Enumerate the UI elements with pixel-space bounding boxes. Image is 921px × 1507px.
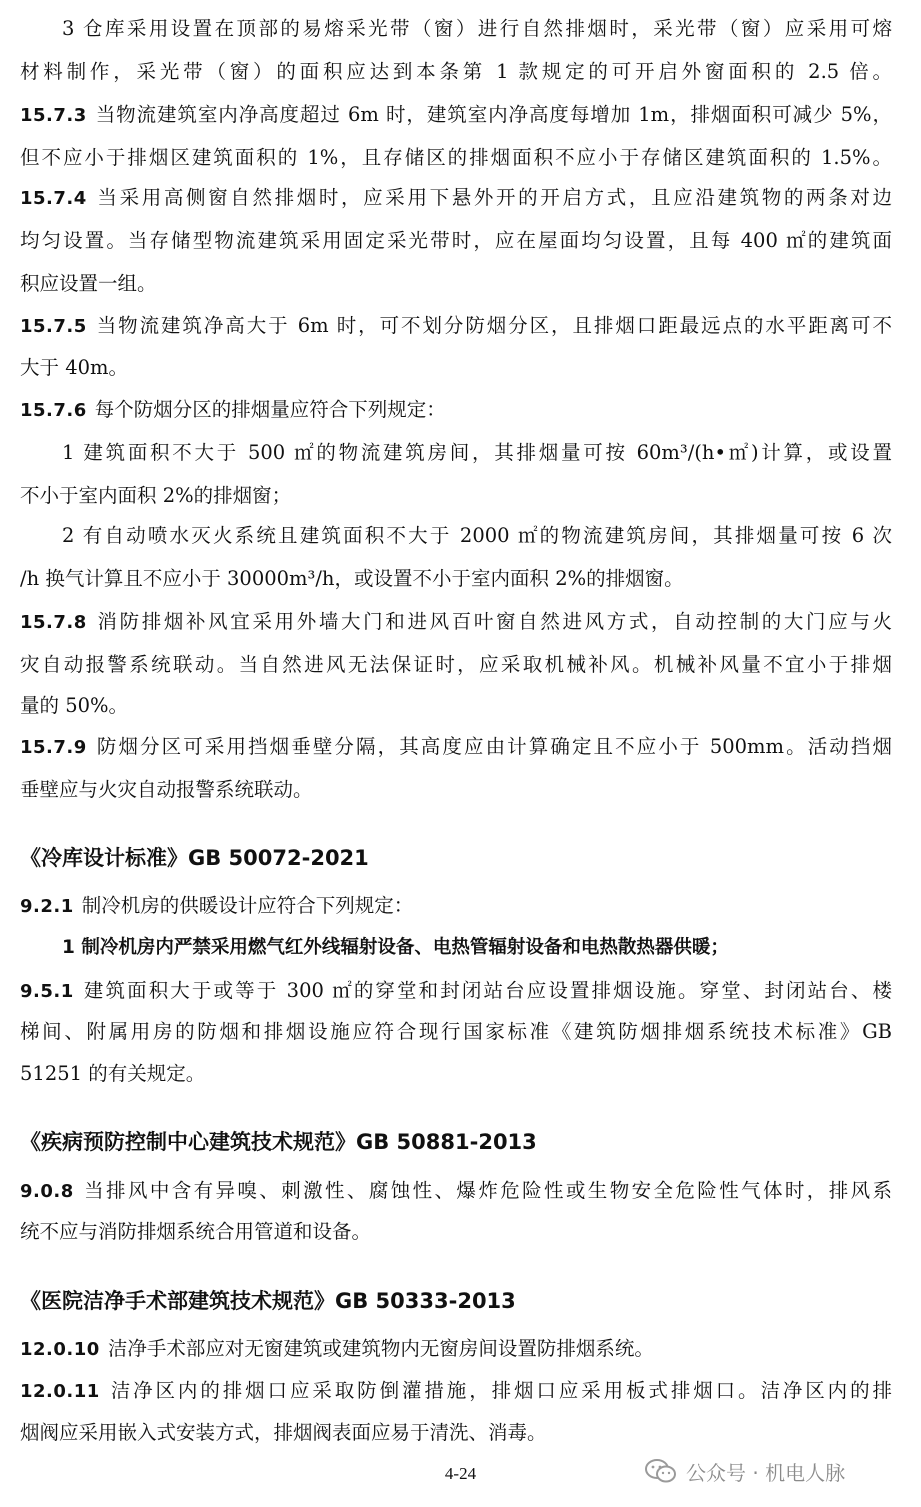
text-line: 烟阀应采用嵌入式安装方式，排烟阀表面应易于清洗、消毒。 [20, 1421, 547, 1444]
clause-number: 9.0.8 [20, 1181, 74, 1202]
watermark [644, 1456, 845, 1486]
clause-15-7-9: 15.7.9 防烟分区可采用挡烟垂壁分隔，其高度应由计算确定且不应小于 500mm。活动挡烟 [20, 735, 892, 758]
clause-number: 15.7.6 [20, 400, 87, 421]
clause-number: 15.7.3 [20, 105, 87, 126]
text-line: 统不应与消防排烟系统合用管道和设备。 [20, 1220, 372, 1243]
text-line: 51251 的有关规定。 [20, 1062, 206, 1085]
clause-number: 15.7.9 [20, 737, 87, 758]
clause-number: 15.7.4 [20, 188, 87, 209]
watermark-text: 公众号 · 机电人脉 [686, 1460, 846, 1485]
list-item: 1 建筑面积不大于 500 ㎡的物流建筑房间，其排烟量可按 60m³/(h•㎡)计算，或设置 [62, 441, 892, 464]
clause-15-7-6: 15.7.6 每个防烟分区的排烟量应符合下列规定： [20, 398, 446, 421]
clause-number: 9.2.1 [20, 896, 74, 917]
text-line: 梯间、附属用房的防烟和排烟设施应符合现行国家标准《建筑防烟排烟系统技术标准》GB [20, 1020, 892, 1043]
text-line: 材料制作，采光带（窗）的面积应达到本条第 1 款规定的可开启外窗面积的 2.5 倍。 [20, 60, 892, 83]
text-line: 不小于室内面积 2%的排烟窗； [20, 484, 292, 507]
list-item: 2 有自动喷水灭火系统且建筑面积不大于 2000 ㎡的物流建筑房间，其排烟量可按 6 次 [62, 524, 892, 547]
clause-12-0-10: 12.0.10 洁净手术部应对无窗建筑或建筑物内无窗房间设置防排烟系统。 [20, 1337, 654, 1360]
clause-15-7-5: 15.7.5 当物流建筑净高大于 6m 时，可不划分防烟分区，且排烟口距最远点的水平距离可不 [20, 314, 892, 337]
clause-number: 9.5.1 [20, 981, 74, 1002]
clause-number: 12.0.10 [20, 1339, 100, 1360]
wechat-icon [644, 1458, 678, 1484]
text-line: 量的 50%。 [20, 694, 129, 717]
text-line: /h 换气计算且不应小于 30000m³/h，或设置不小于室内面积 2%的排烟窗。 [20, 567, 684, 590]
clause-number: 12.0.11 [20, 1381, 100, 1402]
text-line: 均匀设置。当存储型物流建筑采用固定采光带时，应在屋面均匀设置，且每 400 ㎡的建筑面 [20, 229, 892, 252]
section-heading: 《疾病预防控制中心建筑技术规范》GB 50881-2013 [20, 1130, 537, 1154]
clause-9-5-1: 9.5.1 建筑面积大于或等于 300 ㎡的穿堂和封闭站台应设置排烟设施。穿堂、封闭站台、楼 [20, 979, 892, 1002]
text-line: 灾自动报警系统联动。当自然进风无法保证时，应采取机械补风。机械补风量不宜小于排烟 [20, 653, 892, 676]
text-line: 大于 40m。 [20, 356, 129, 379]
list-item: 1 制冷机房内严禁采用燃气红外线辐射设备、电热管辐射设备和电热散热器供暖； [62, 937, 729, 958]
clause-15-7-4: 15.7.4 当采用高侧窗自然排烟时，应采用下悬外开的开启方式，且应沿建筑物的两条对边 [20, 186, 892, 209]
section-heading: 《冷库设计标准》GB 50072-2021 [20, 846, 369, 870]
section-heading: 《医院洁净手术部建筑技术规范》GB 50333-2013 [20, 1289, 516, 1313]
text-line: 积应设置一组。 [20, 272, 157, 295]
page-number: 4-24 [444, 1464, 477, 1483]
clause-number: 15.7.5 [20, 316, 87, 337]
clause-9-2-1: 9.2.1 制冷机房的供暖设计应符合下列规定： [20, 894, 414, 917]
text-line: 3 仓库采用设置在顶部的易熔采光带（窗）进行自然排烟时，采光带（窗）应采用可熔 [62, 17, 892, 40]
clause-15-7-8: 15.7.8 消防排烟补风宜采用外墙大门和进风百叶窗自然进风方式，自动控制的大门应与火 [20, 610, 892, 633]
clause-15-7-3: 15.7.3 当物流建筑室内净高度超过 6m 时，建筑室内净高度每增加 1m，排烟面积可减少 5%， [20, 103, 892, 126]
clause-number: 15.7.8 [20, 612, 87, 633]
text-line: 但不应小于排烟区建筑面积的 1%，且存储区的排烟面积不应小于存储区建筑面积的 1.5%。 [20, 146, 892, 169]
clause-12-0-11: 12.0.11 洁净区内的排烟口应采取防倒灌措施，排烟口应采用板式排烟口。洁净区内的排 [20, 1379, 892, 1402]
text-line: 垂壁应与火灾自动报警系统联动。 [20, 778, 313, 801]
clause-9-0-8: 9.0.8 当排风中含有异嗅、刺激性、腐蚀性、爆炸危险性或生物安全危险性气体时，排风系 [20, 1179, 892, 1202]
